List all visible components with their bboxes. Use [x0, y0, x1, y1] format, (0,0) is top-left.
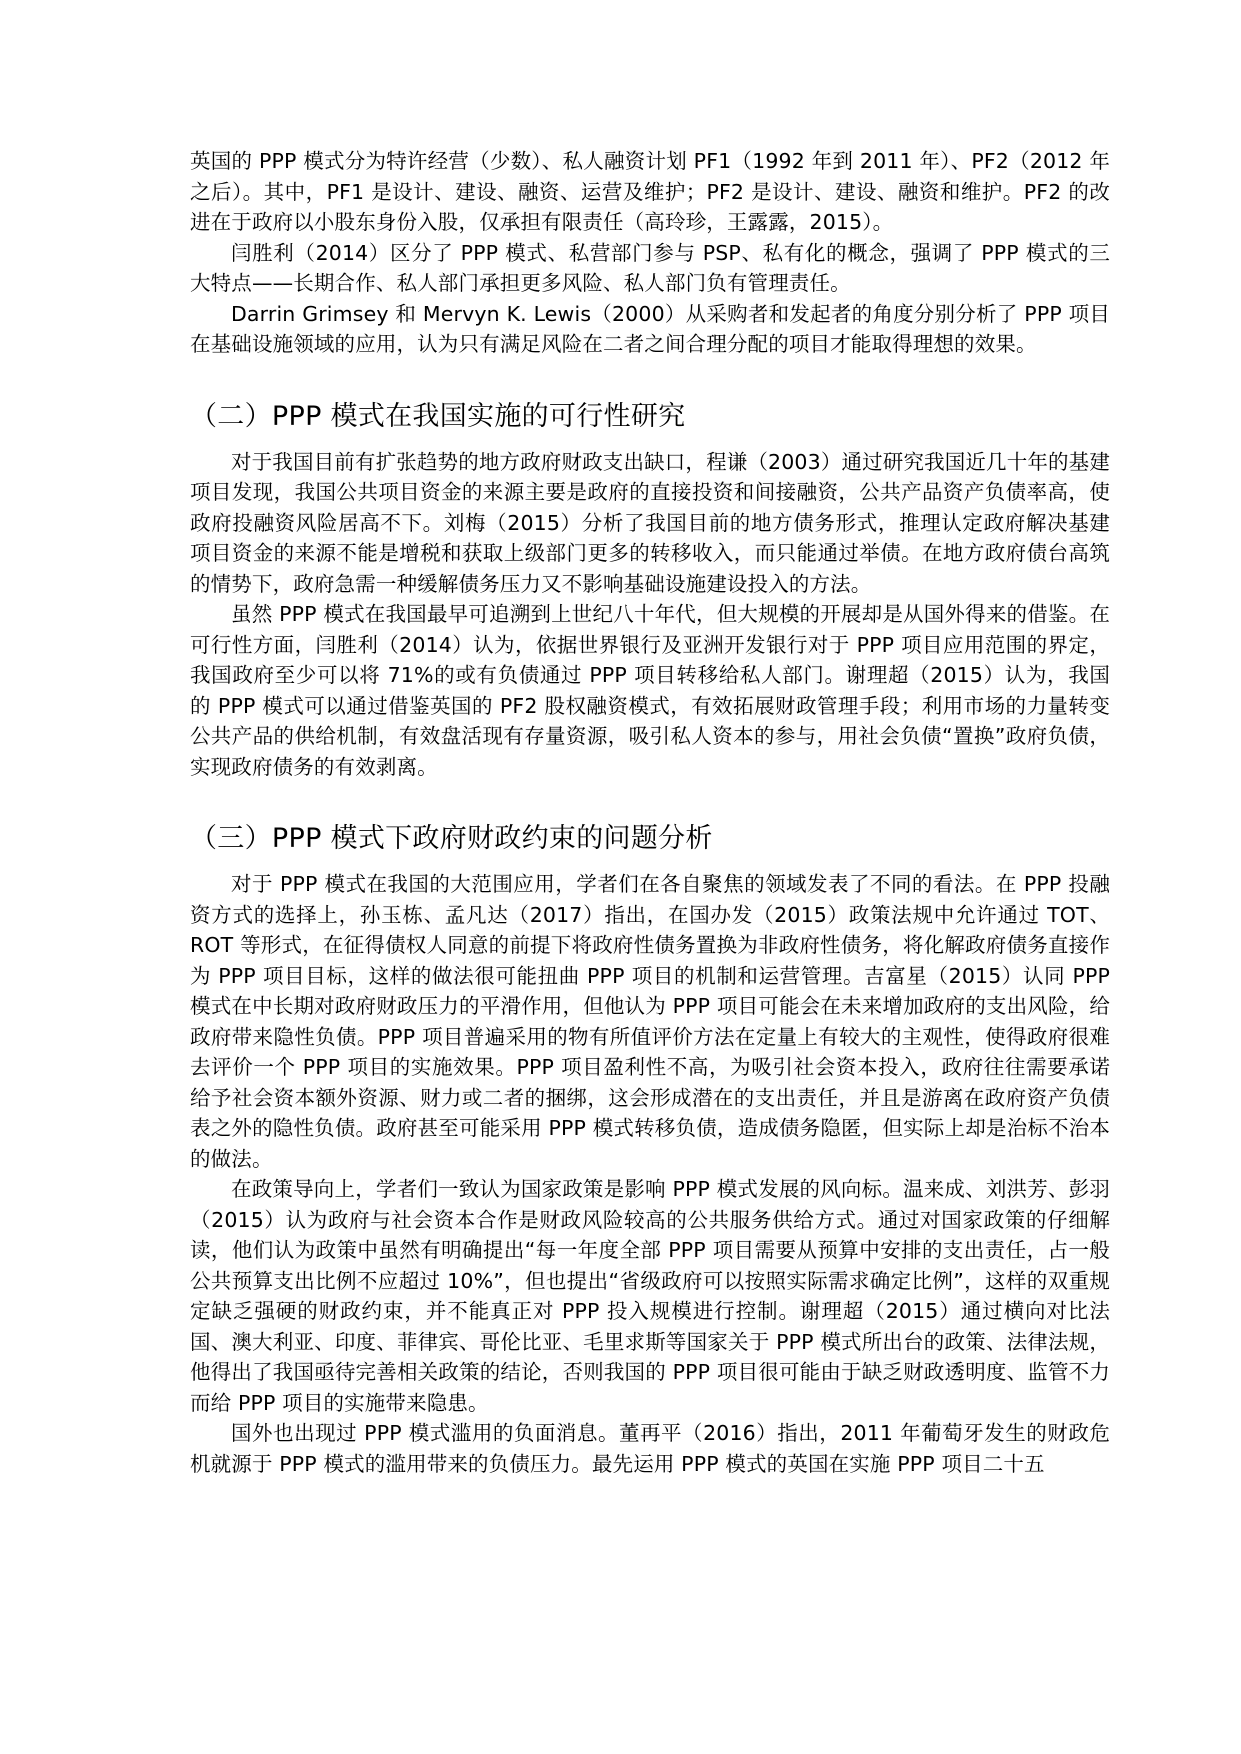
- paragraph-feasibility: 虽然 PPP 模式在我国最早可追溯到上世纪八十年代，但大规模的开展却是从国外得来的借鉴。在可行性方面，闫胜利（2014）认为，依据世界银行及亚洲开发银行对于 PPP 项目应用范围的界定，我国政府至少可以将 71%的或有负债通过 PPP 项目转移给私人部门。谢理超（2015）认为，我国的 PPP 模式可以通过借鉴英国的 PF2 股权融资模式，有效拓展财政管理手段；利用市场的力量转变公共产品的供给机制，有效盘活现有存量资源，吸引私人资本的参与，用社会负债“置换”政府负债，实现政府债务的有效剥离。: [190, 602, 1110, 779]
- paragraph-uk-ppp-models: 英国的 PPP 模式分为特许经营（少数）、私人融资计划 PF1（1992 年到 2011 年）、PF2（2012 年之后）。其中，PF1 是设计、建设、融资、运营及维护；PF2 是设计、建设、融资和维护。PF2 的改进在于政府以小股东身份入股，仅承担有限责任（高玲珍，王露露，2015）。: [190, 149, 1110, 234]
- paragraph-foreign-abuse: 国外也出现过 PPP 模式滥用的负面消息。董再平（2016）指出，2011 年葡萄牙发生的财政危机就源于 PPP 模式的滥用带来的负债压力。最先运用 PPP 模式的英国在实施 PPP 项目二十五: [190, 1421, 1110, 1476]
- paragraph-policy-orientation: 在政策导向上，学者们一致认为国家政策是影响 PPP 模式发展的风向标。温来成、刘洪芳、彭羽（2015）认为政府与社会资本合作是财政风险较高的公共服务供给方式。通过对国家政策的仔细解读，他们认为政策中虽然有明确提出“每一年度全部 PPP 项目需要从预算中安排的支出责任，占一般公共预算支出比例不应超过 10%”，但也提出“省级政府可以按照实际需求确定比例”，这样的双重规定缺乏强硬的财政约束，并不能真正对 PPP 投入规模进行控制。谢理超（2015）通过横向对比法国、澳大利亚、印度、菲律宾、哥伦比亚、毛里求斯等国家关于 PPP 模式所出台的政策、法律法规，他得出了我国亟待完善相关政策的结论，否则我国的 PPP 项目很可能由于缺乏财政透明度、监管不力而给 PPP 项目的实施带来隐患。: [190, 1177, 1110, 1415]
- paragraph-yan-shengli: 闫胜利（2014）区分了 PPP 模式、私营部门参与 PSP、私有化的概念，强调了 PPP 模式的三大特点——长期合作、私人部门承担更多风险、私人部门负有管理责任。: [190, 240, 1110, 295]
- paragraph-fiscal-gap: 对于我国目前有扩张趋势的地方政府财政支出缺口，程谦（2003）通过研究我国近几十年的基建项目发现，我国公共项目资金的来源主要是政府的直接投资和间接融资，公共产品资产负债率高，使政府投融资风险居高不下。刘梅（2015）分析了我国目前的地方债务形式，推理认定政府解决基建项目资金的来源不能是增税和获取上级部门更多的转移收入，而只能通过举债。在地方政府债台高筑的情势下，政府急需一种缓解债务压力又不影响基础设施建设投入的方法。: [190, 449, 1110, 596]
- section-heading-fiscal-constraints: （三）PPP 模式下政府财政约束的问题分析: [190, 823, 713, 854]
- document-body: [190, 146, 1110, 1479]
- paragraph-financing-choice: 对于 PPP 模式在我国的大范围应用，学者们在各自聚焦的领域发表了不同的看法。在 PPP 投融资方式的选择上，孙玉栋、孟凡达（2017）指出，在国办发（2015）政策法规中允许通过 TOT、ROT 等形式，在征得债权人同意的前提下将政府性债务置换为非政府性债务，将化解政府债务直接作为 PPP 项目目标，这样的做法很可能扭曲 PPP 项目的机制和运营管理。吉富星（2015）认同 PPP 模式在中长期对政府财政压力的平滑作用，但他认为 PPP 项目可能会在未来增加政府的支出风险，给政府带来隐性负债。PPP 项目普遍采用的物有所值评价方法在定量上有较大的主观性，使得政府很难去评价一个 PPP 项目的实施效果。PPP 项目盈利性不高，为吸引社会资本投入，政府往往需要承诺给予社会资本额外资源、财力或二者的捆绑，这会形成潜在的支出责任，并且是游离在政府资产负债表之外的隐性负债。政府甚至可能采用 PPP 模式转移负债，造成债务隐匿，但实际上却是治标不治本的做法。: [190, 872, 1110, 1171]
- paragraph-grimsey-lewis: Darrin Grimsey 和 Mervyn K. Lewis（2000）从采购者和发起者的角度分别分析了 PPP 项目在基础设施领域的应用，认为只有满足风险在二者之间合理分配的项目才能取得理想的效果。: [190, 301, 1110, 356]
- section-heading-feasibility: （二）PPP 模式在我国实施的可行性研究: [190, 400, 686, 432]
